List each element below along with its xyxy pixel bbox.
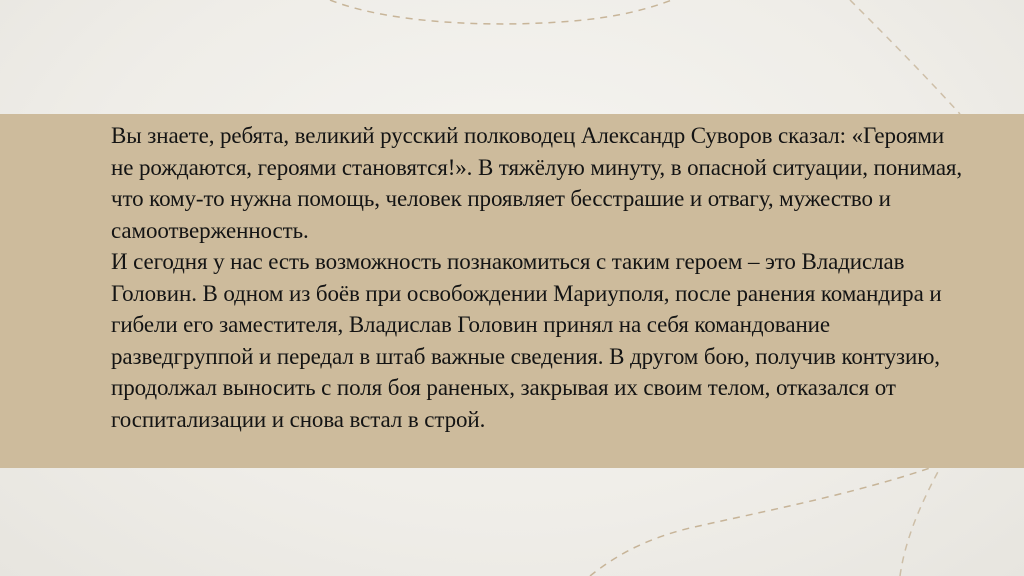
bottom-dashed-curve [590,468,930,576]
top-dashed-curve [330,0,672,24]
paragraph-intro: Вы знаете, ребята, великий русский полководец Александр Суворов сказал: «Героями не рождаются, героями становятся!». В тяжёлую минуту, в опасной ситуации, понимая, что кому-то нужна помощь, человек проявляет бесстрашие и отвагу, мужество и самоотверженность. [111,123,963,243]
paragraph-hero: И сегодня у нас есть возможность познакомиться с таким героем – это Владислав Головин. В одном из боёв при освобождении Мариуполя, после ранения командира и гибели его заместителя, Владислав Головин принял на себя командование разведгруппой и передал в штаб важные сведения. В другом бою, получив контузию, продолжал выносить с поля боя раненых, закрывая их своим телом, отказался от госпитализации и снова встал в строй. [111,249,942,432]
right-dashed-curve [850,0,960,114]
slide-text [111,120,971,435]
bottom-right-dashed-curve [900,468,940,576]
